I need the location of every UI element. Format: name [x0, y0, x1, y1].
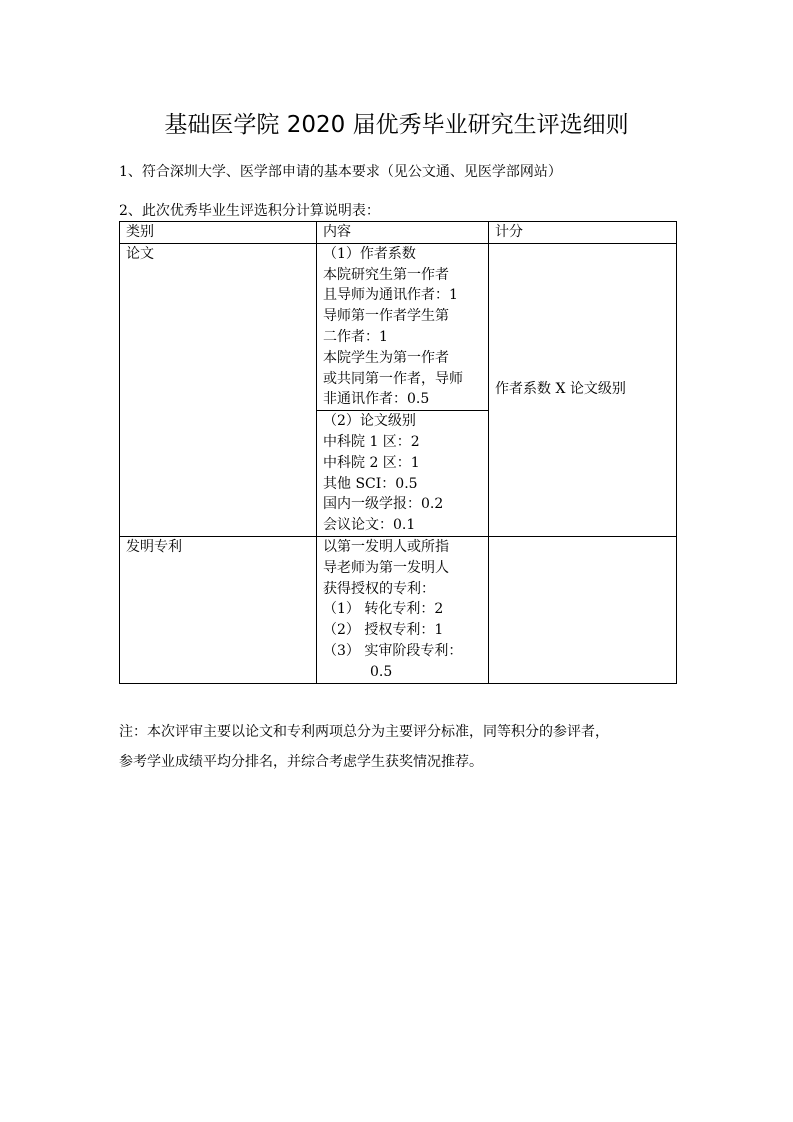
header-content: 内容	[317, 222, 489, 244]
note-line: 参考学业成绩平均分排名，并综合考虑学生获奖情况推荐。	[119, 754, 483, 770]
category-patent: 发明专利	[120, 536, 317, 683]
header-score: 计分	[489, 222, 677, 244]
content-line: 导老师为第一发明人	[323, 559, 449, 576]
header-category: 类别	[120, 222, 317, 244]
requirement-item-2: 2、此次优秀毕业生评选积分计算说明表：	[119, 203, 380, 219]
table-row-paper	[120, 243, 677, 410]
content-line: （1）作者系数	[323, 245, 416, 262]
table-header-row	[120, 222, 677, 244]
content-line: 非通讯作者：0.5	[323, 391, 430, 408]
document-title: 基础医学院 2020 届优秀毕业研究生评选细则	[164, 112, 629, 138]
note-paragraph	[119, 717, 679, 777]
note-line: 注：本次评审主要以论文和专利两项总分为主要评分标准，同等积分的参评者，	[119, 724, 609, 740]
content-line: （3） 实审阶段专利：	[323, 642, 463, 659]
content-line: 中科院 1 区：2	[323, 433, 420, 450]
category-paper: 论文	[120, 243, 317, 536]
content-line: （1） 转化专利：2	[323, 601, 444, 618]
content-line: 中科院 2 区：1	[323, 454, 420, 471]
author-coefficient-cell	[317, 243, 489, 410]
table-row-patent	[120, 536, 677, 683]
content-line: 0.5	[370, 663, 393, 680]
scoring-table	[119, 221, 677, 684]
score-patent	[489, 536, 677, 683]
requirement-item-1: 1、符合深圳大学、医学部申请的基本要求（见公文通、见医学部网站）	[119, 164, 562, 180]
content-line: 或共同第一作者，导师	[323, 370, 463, 387]
content-line: 本院学生为第一作者	[323, 349, 449, 366]
patent-content-cell	[317, 536, 489, 683]
content-line: （2）论文级别	[323, 413, 416, 430]
content-line: 本院研究生第一作者	[323, 266, 449, 283]
score-paper: 作者系数 X 论文级别	[489, 243, 677, 536]
content-line: （2） 授权专利：1	[323, 622, 444, 639]
content-line: 以第一发明人或所指	[323, 538, 449, 555]
content-line: 导师第一作者学生第	[323, 308, 449, 325]
paper-level-cell	[317, 411, 489, 537]
content-line: 获得授权的专利：	[323, 580, 435, 597]
content-line: 且导师为通讯作者：1	[323, 287, 458, 304]
content-line: 会议论文：0.1	[323, 517, 416, 534]
content-line: 国内一级学报：0.2	[323, 496, 444, 513]
content-line: 二作者：1	[323, 328, 388, 345]
content-line: 其他 SCI：0.5	[323, 475, 418, 492]
